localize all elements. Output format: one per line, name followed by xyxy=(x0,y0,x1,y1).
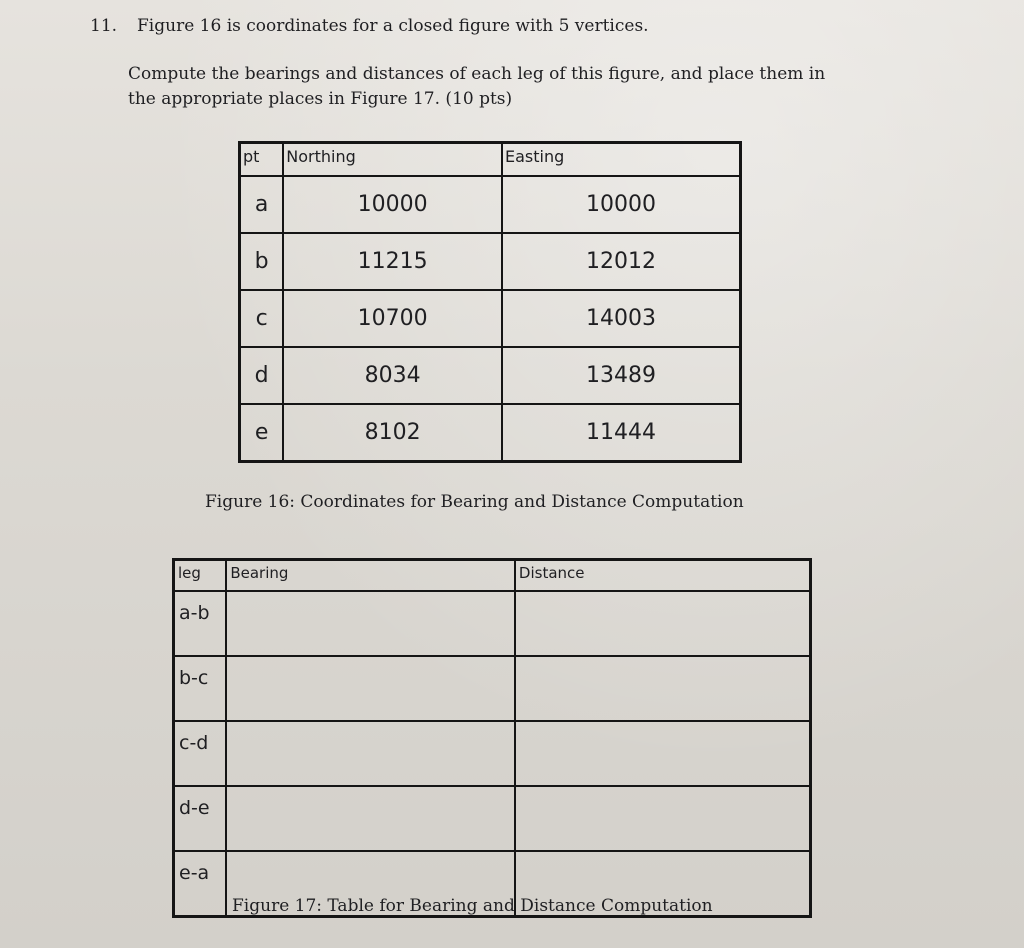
table-row xyxy=(174,721,811,786)
distance-cell xyxy=(515,656,811,721)
distance-cell xyxy=(515,721,811,786)
leg-label: a-b xyxy=(174,591,227,656)
table-row xyxy=(174,786,811,851)
table-row xyxy=(174,591,811,656)
easting-value: 14003 xyxy=(502,290,741,347)
point-label: e xyxy=(240,404,284,462)
header-distance: Distance xyxy=(515,560,811,592)
leg-label: d-e xyxy=(174,786,227,851)
distance-cell xyxy=(515,786,811,851)
bearing-cell xyxy=(226,656,515,721)
easting-value: 12012 xyxy=(502,233,741,290)
table-row xyxy=(240,404,741,462)
leg-label: b-c xyxy=(174,656,227,721)
question-title: Figure 16 is coordinates for a closed figure with 5 vertices. xyxy=(137,16,649,36)
question-number: 11. xyxy=(90,16,118,36)
northing-value: 10700 xyxy=(283,290,502,347)
figure-17-caption: Figure 17: Table for Bearing and Distance Computation xyxy=(232,896,713,916)
table-row xyxy=(240,347,741,404)
table-row xyxy=(240,176,741,233)
distance-cell xyxy=(515,591,811,656)
header-leg: leg xyxy=(174,560,227,592)
table-row xyxy=(174,656,811,721)
bearing-cell xyxy=(226,591,515,656)
header-northing: Northing xyxy=(283,143,502,177)
table-row xyxy=(240,233,741,290)
instructions-line-2: the appropriate places in Figure 17. (10 pts) xyxy=(128,89,513,109)
header-pt: pt xyxy=(240,143,284,177)
bearing-distance-table xyxy=(172,558,812,918)
figure-16-caption: Figure 16: Coordinates for Bearing and Distance Computation xyxy=(205,492,744,512)
bearing-cell xyxy=(226,786,515,851)
header-bearing: Bearing xyxy=(226,560,515,592)
coordinates-header-row xyxy=(240,143,741,177)
easting-value: 11444 xyxy=(502,404,741,462)
point-label: c xyxy=(240,290,284,347)
northing-value: 11215 xyxy=(283,233,502,290)
easting-value: 13489 xyxy=(502,347,741,404)
question-instructions xyxy=(128,62,928,112)
bearing-cell xyxy=(226,721,515,786)
header-easting: Easting xyxy=(502,143,741,177)
leg-label: c-d xyxy=(174,721,227,786)
northing-value: 8034 xyxy=(283,347,502,404)
northing-value: 8102 xyxy=(283,404,502,462)
table-row xyxy=(240,290,741,347)
point-label: d xyxy=(240,347,284,404)
easting-value: 10000 xyxy=(502,176,741,233)
point-label: a xyxy=(240,176,284,233)
legs-header-row xyxy=(174,560,811,592)
instructions-line-1: Compute the bearings and distances of each leg of this figure, and place them in xyxy=(128,64,826,84)
leg-label: e-a xyxy=(174,851,227,917)
point-label: b xyxy=(240,233,284,290)
coordinates-table xyxy=(238,141,742,463)
northing-value: 10000 xyxy=(283,176,502,233)
